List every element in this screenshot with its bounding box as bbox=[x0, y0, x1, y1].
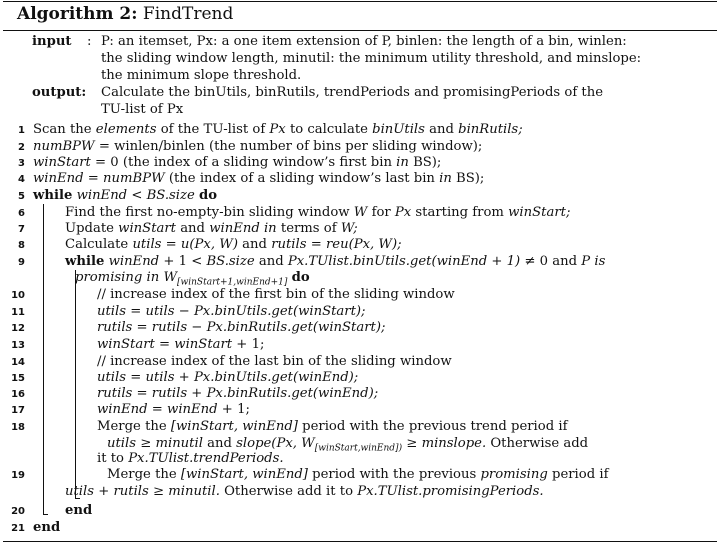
line-number: 11 bbox=[11, 307, 25, 318]
algorithm-line: utils = utils + Px.binUtils.get(winEnd); bbox=[97, 370, 359, 385]
output-keyword: output: bbox=[32, 85, 87, 100]
algorithm-line: winStart = winStart + 1; bbox=[97, 337, 265, 352]
line-number: 16 bbox=[11, 389, 25, 400]
line-number: 15 bbox=[11, 373, 25, 384]
algorithm-line: utils + rutils ≥ minutil. Otherwise add it to Px.TUlist.promisingPeriods. bbox=[65, 484, 544, 499]
line-number: 6 bbox=[18, 208, 25, 219]
while-outer-block-bar bbox=[43, 204, 44, 514]
line-number: 5 bbox=[18, 191, 25, 202]
algorithm-line: winEnd = winEnd + 1; bbox=[97, 402, 250, 417]
algorithm-line: while winEnd < BS.size do bbox=[33, 188, 218, 203]
input-line-2: the sliding window length, minutil: the minimum utility threshold, and minslope: bbox=[101, 51, 642, 66]
algorithm-line: Calculate utils = u(Px, W) and rutils = reu(Px, W); bbox=[65, 237, 402, 252]
top-rule bbox=[3, 1, 717, 2]
input-keyword: input bbox=[32, 34, 72, 49]
algorithm-line: end bbox=[65, 503, 93, 518]
line-number: 10 bbox=[11, 290, 25, 301]
line-number: 17 bbox=[11, 405, 25, 416]
line-number: 18 bbox=[11, 422, 25, 433]
algorithm-title bbox=[17, 4, 233, 24]
line-number: 8 bbox=[18, 240, 25, 251]
while-inner-block-hook bbox=[75, 498, 80, 499]
line-number: 1 bbox=[18, 125, 25, 136]
bottom-rule bbox=[3, 541, 717, 542]
algorithm-line: utils = utils − Px.binUtils.get(winStart); bbox=[97, 304, 366, 319]
line-number: 13 bbox=[11, 340, 25, 351]
algorithm-line: Merge the [winStart, winEnd] period with the previous trend period if bbox=[97, 419, 568, 434]
line-number: 19 bbox=[11, 470, 25, 481]
while-outer-block-hook bbox=[43, 514, 48, 515]
algorithm-name: FindTrend bbox=[142, 4, 234, 24]
algorithm-line: rutils = rutils − Px.binRutils.get(winStart); bbox=[97, 320, 386, 335]
line-number: 2 bbox=[18, 142, 25, 153]
algorithm-line: winEnd = numBPW (the index of a sliding window’s last bin in BS); bbox=[33, 171, 485, 186]
algorithm-line: while winEnd + 1 < BS.size and Px.TUlist.binUtils.get(winEnd + 1) ≠ 0 and P is bbox=[65, 254, 606, 269]
algorithm-label: Algorithm 2: bbox=[17, 4, 138, 24]
algorithm-box bbox=[3, 0, 717, 543]
title-rule bbox=[3, 30, 717, 31]
output-line-2: TU-list of Px bbox=[101, 102, 184, 117]
algorithm-line: Update winStart and winEnd in terms of W; bbox=[65, 221, 358, 236]
line-number: 4 bbox=[18, 174, 25, 185]
line-number: 7 bbox=[18, 224, 25, 235]
algorithm-line: end bbox=[33, 520, 61, 535]
while-inner-block-bar bbox=[75, 270, 76, 498]
input-line-1: P: an itemset, Px: a one item extension of P, binlen: the length of a bin, winlen: bbox=[101, 34, 627, 49]
line-number: 3 bbox=[18, 158, 25, 169]
algorithm-line: utils ≥ minutil and slope(Px, $W_{[winStart,winEnd])}$ ≥ minslope. Otherwise add bbox=[107, 436, 589, 454]
output-line-1: Calculate the binUtils, binRutils, trendPeriods and promisingPeriods of the bbox=[101, 85, 603, 100]
algorithm-line: rutils = rutils + Px.binRutils.get(winEnd); bbox=[97, 386, 379, 401]
algorithm-line: promising in $W_{[winStart+1,winEnd+1]}$ do bbox=[75, 270, 310, 288]
line-number: 12 bbox=[11, 323, 25, 334]
input-colon: : bbox=[87, 34, 92, 49]
algorithm-line: numBPW = winlen/binlen (the number of bins per sliding window); bbox=[33, 139, 483, 154]
line-number: 21 bbox=[11, 523, 25, 534]
algorithm-line: winStart = 0 (the index of a sliding window’s first bin in BS); bbox=[33, 155, 442, 170]
line-number: 20 bbox=[11, 506, 25, 517]
line-number: 14 bbox=[11, 357, 25, 368]
algorithm-line: Scan the elements of the TU-list of Px to calculate binUtils and binRutils; bbox=[33, 122, 523, 137]
algorithm-line: // increase index of the first bin of the sliding window bbox=[97, 287, 455, 302]
input-line-3: the minimum slope threshold. bbox=[101, 68, 302, 83]
algorithm-line: Merge the [winStart, winEnd] period with the previous promising period if bbox=[107, 467, 609, 482]
algorithm-line: Find the first no-empty-bin sliding window W for Px starting from winStart; bbox=[65, 205, 571, 220]
algorithm-line: // increase index of the last bin of the sliding window bbox=[97, 354, 452, 369]
line-number: 9 bbox=[18, 257, 25, 268]
algorithm-line: it to Px.TUlist.trendPeriods. bbox=[97, 451, 284, 466]
